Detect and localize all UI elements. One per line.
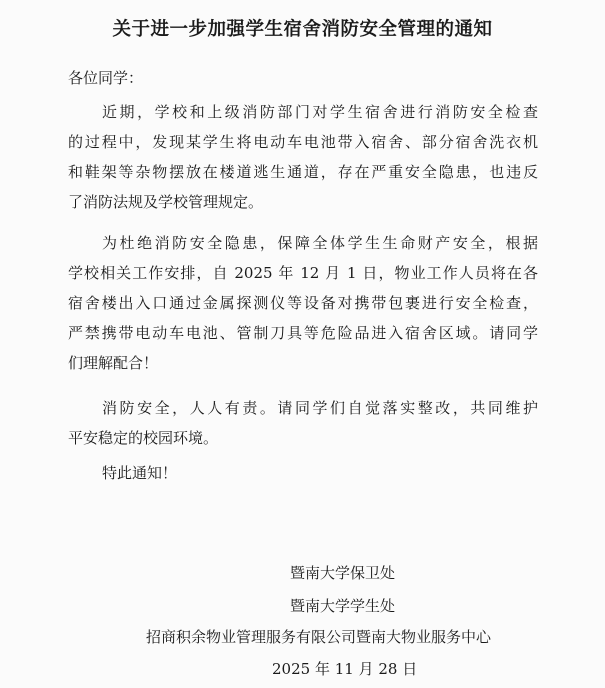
paragraph-line: 们理解配合！ (68, 354, 159, 372)
paragraph-line: 了消防法规及学校管理规定。 (68, 193, 264, 211)
paragraph-4 (68, 463, 538, 493)
paragraph-line: 和鞋架等杂物摆放在楼道逃生通道，存在严重安全隐患，也违反 (68, 163, 538, 181)
paragraph-line: 近期，学校和上级消防部门对学生宿舍进行消防安全检查 (102, 103, 538, 121)
paragraph-line: 学校相关工作安排，自 2025 年 12 月 1 日，物业工作人员将在各 (68, 264, 538, 282)
paragraph-2 (68, 233, 538, 383)
signature-student-office: 暨南大学学生处 (290, 597, 396, 615)
signature-security-office: 暨南大学保卫处 (290, 564, 396, 582)
paragraph-line: 的过程中，发现某学生将电动车电池带入宿舍、部分宿舍洗衣机 (68, 133, 538, 151)
paragraph-line: 宿舍楼出入口通过金属探测仪等设备对携带包裹进行安全检查， (68, 294, 538, 312)
paragraph-line: 为杜绝消防安全隐患，保障全体学生生命财产安全，根据 (102, 234, 538, 252)
paragraph-line: 特此通知！ (102, 464, 178, 482)
paragraph-3 (68, 398, 538, 458)
paragraph-line: 消防安全，人人有责。请同学们自觉落实整改，共同维护 (102, 399, 538, 417)
paragraph-1 (68, 102, 538, 222)
signature-property-service: 招商积余物业管理服务有限公司暨南大物业服务中心 (146, 628, 492, 646)
paragraph-line: 严禁携带电动车电池、管制刀具等危险品进入宿舍区域。请同学 (68, 324, 538, 342)
salutation: 各位同学： (68, 69, 144, 87)
paragraph-line: 平安稳定的校园环境。 (68, 429, 219, 447)
notice-title: 关于进一步加强学生宿舍消防安全管理的通知 (112, 19, 493, 40)
notice-date: 2025 年 11 月 28 日 (272, 660, 418, 678)
